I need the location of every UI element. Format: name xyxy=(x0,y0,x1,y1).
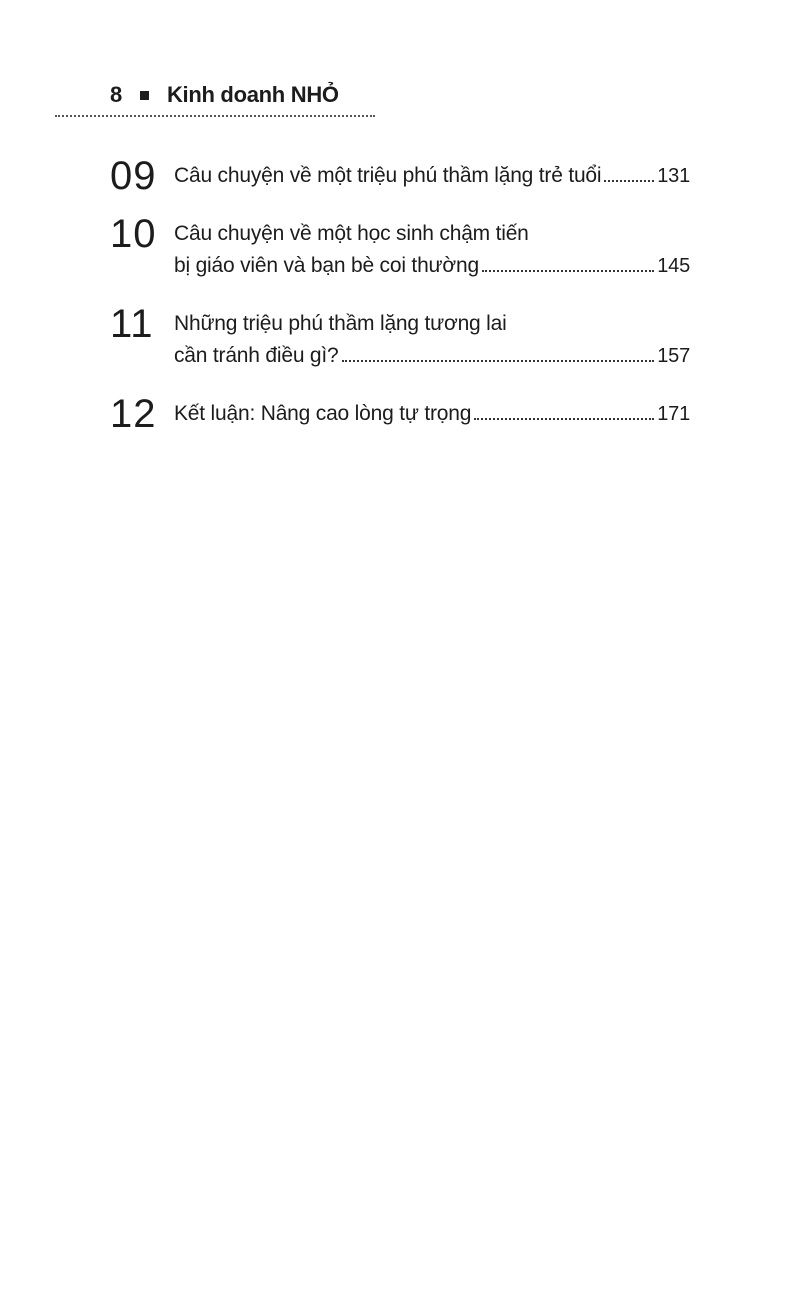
chapter-page: 171 xyxy=(657,403,690,425)
chapter-title-continued: bị giáo viên và bạn bè coi thường xyxy=(174,254,479,277)
toc-line xyxy=(174,160,690,192)
chapter-number: 10 xyxy=(110,212,157,256)
chapter-title-continued: cần tránh điều gì? xyxy=(174,344,339,367)
toc-line xyxy=(174,218,690,250)
chapter-page: 145 xyxy=(657,255,690,277)
dot-leader xyxy=(604,180,654,182)
dot-leader xyxy=(482,270,654,272)
dot-leader xyxy=(342,360,655,362)
page-number: 8 xyxy=(110,82,122,107)
running-header xyxy=(110,82,339,108)
toc-entry-10[interactable] xyxy=(110,212,690,282)
chapter-number: 12 xyxy=(110,392,157,436)
book-title: Kinh doanh NHỎ xyxy=(166,82,339,107)
header-dotted-rule xyxy=(55,115,375,117)
chapter-page: 157 xyxy=(657,345,690,367)
toc-entry-11[interactable] xyxy=(110,302,690,372)
table-of-contents xyxy=(110,150,690,436)
toc-entry-12[interactable] xyxy=(110,392,690,436)
chapter-title: Kết luận: Nâng cao lòng tự trọng xyxy=(174,402,472,425)
chapter-title: Những triệu phú thầm lặng tương lai xyxy=(174,312,507,335)
chapter-number: 11 xyxy=(110,302,154,346)
toc-line xyxy=(174,250,690,282)
toc-line xyxy=(174,308,690,340)
toc-entry-09[interactable] xyxy=(110,154,690,198)
toc-line xyxy=(174,340,690,372)
chapter-number: 09 xyxy=(110,154,157,198)
toc-line xyxy=(174,398,690,430)
chapter-page: 131 xyxy=(657,165,690,187)
square-bullet-icon xyxy=(140,91,149,100)
dot-leader xyxy=(474,418,654,420)
chapter-title: Câu chuyện về một triệu phú thầm lặng trẻ tuổi xyxy=(174,164,602,187)
chapter-title: Câu chuyện về một học sinh chậm tiến xyxy=(174,222,529,245)
